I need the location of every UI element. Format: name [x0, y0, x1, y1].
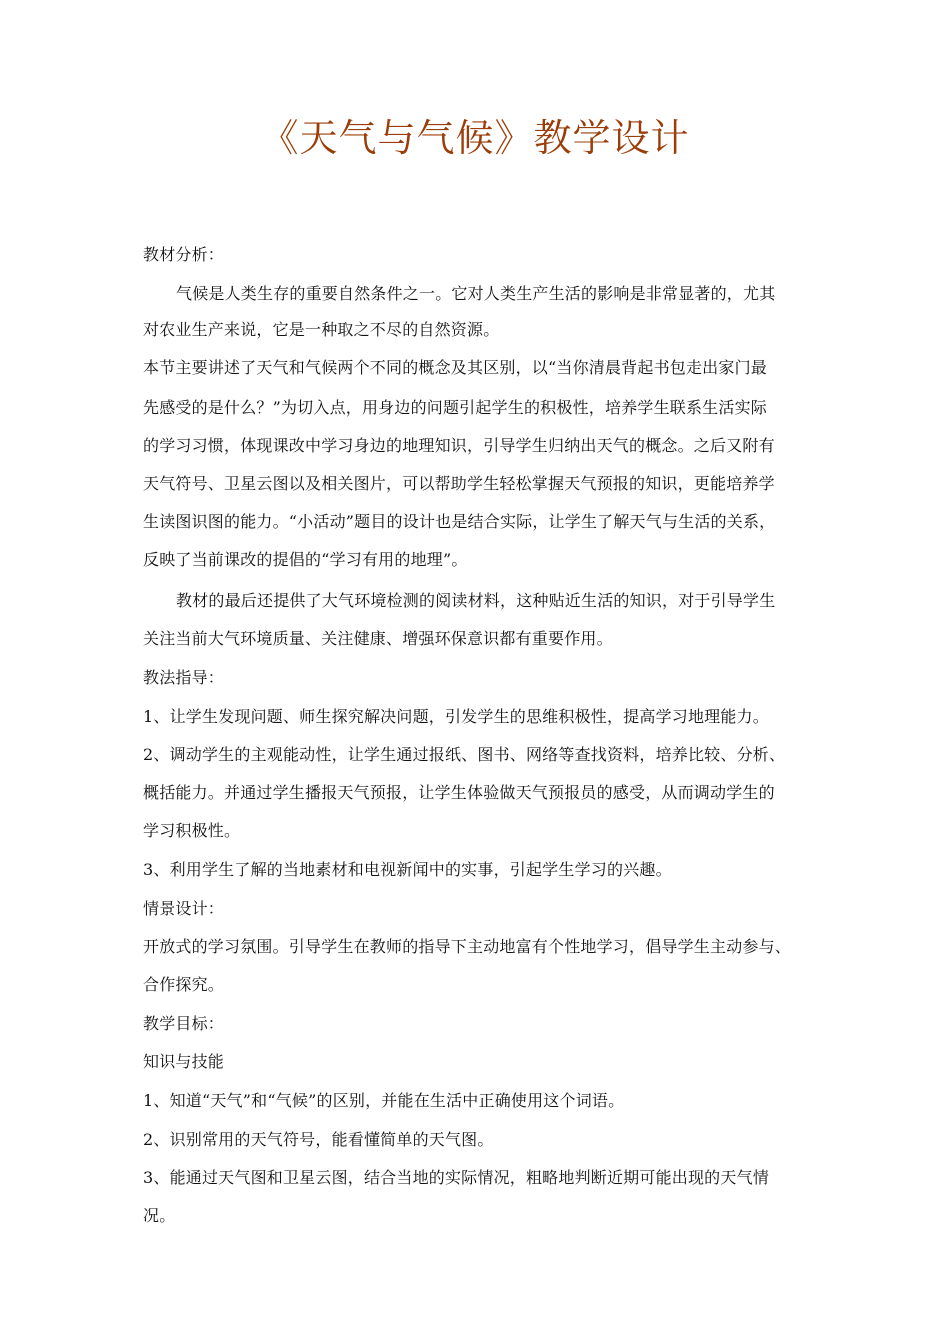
- subheading-knowledge-skills: 知识与技能: [143, 1052, 225, 1071]
- paragraph-line: 合作探究。: [143, 975, 225, 994]
- paragraph-line: 天气符号、卫星云图以及相关图片，可以帮助学生轻松掌握天气预报的知识，更能培养学: [143, 474, 775, 493]
- section-heading-teaching-method: 教法指导：: [143, 668, 225, 687]
- list-item-continuation: 概括能力。并通过学生播报天气预报，让学生体验做天气预报员的感受，从而调动学生的: [143, 783, 775, 802]
- list-item: 1、让学生发现问题、师生探究解决问题，引发学生的思维积极性，提高学习地理能力。: [143, 707, 769, 726]
- paragraph-line: 本节主要讲述了天气和气候两个不同的概念及其区别，以“当你清晨背起书包走出家门最: [143, 358, 767, 377]
- paragraph-line: 生读图识图的能力。“小活动”题目的设计也是结合实际，让学生了解天气与生活的关系，: [143, 512, 776, 531]
- list-item: 1、知道“天气”和“气候”的区别，并能在生活中正确使用这个词语。: [143, 1091, 625, 1110]
- list-item: 3、利用学生了解的当地素材和电视新闻中的实事，引起学生学习的兴趣。: [143, 860, 672, 879]
- list-item-continuation: 况。: [143, 1206, 176, 1225]
- list-item: 3、能通过天气图和卫星云图，结合当地的实际情况，粗略地判断近期可能出现的天气情: [143, 1168, 769, 1187]
- paragraph-line: 开放式的学习氛围。引导学生在教师的指导下主动地富有个性地学习，倡导学生主动参与、: [143, 937, 792, 956]
- paragraph-line: 气候是人类生存的重要自然条件之一。它对人类生产生活的影响是非常显著的，尤其: [176, 284, 776, 303]
- list-item: 2、识别常用的天气符号，能看懂简单的天气图。: [143, 1130, 494, 1149]
- document-title: 《天气与气候》教学设计: [260, 116, 690, 160]
- paragraph-line: 教材的最后还提供了大气环境检测的阅读材料，这种贴近生活的知识，对于引导学生: [176, 591, 776, 610]
- paragraph-line: 的学习习惯，体现课改中学习身边的地理知识，引导学生归纳出天气的概念。之后又附有: [143, 436, 775, 455]
- section-heading-teaching-goals: 教学目标：: [143, 1014, 225, 1033]
- paragraph-line: 对农业生产来说，它是一种取之不尽的自然资源。: [143, 320, 500, 339]
- paragraph-line: 反映了当前课改的提倡的“学习有用的地理”。: [143, 550, 468, 569]
- paragraph-line: 先感受的是什么？”为切入点，用身边的问题引起学生的积极性，培养学生联系生活实际: [143, 398, 767, 417]
- list-item: 2、调动学生的主观能动性，让学生通过报纸、图书、网络等查找资料，培养比较、分析、: [143, 745, 786, 764]
- list-item-continuation: 学习积极性。: [143, 821, 241, 840]
- section-heading-scenario-design: 情景设计：: [143, 899, 225, 918]
- section-heading-textbook-analysis: 教材分析：: [143, 245, 225, 264]
- paragraph-line: 关注当前大气环境质量、关注健康、增强环保意识都有重要作用。: [143, 629, 613, 648]
